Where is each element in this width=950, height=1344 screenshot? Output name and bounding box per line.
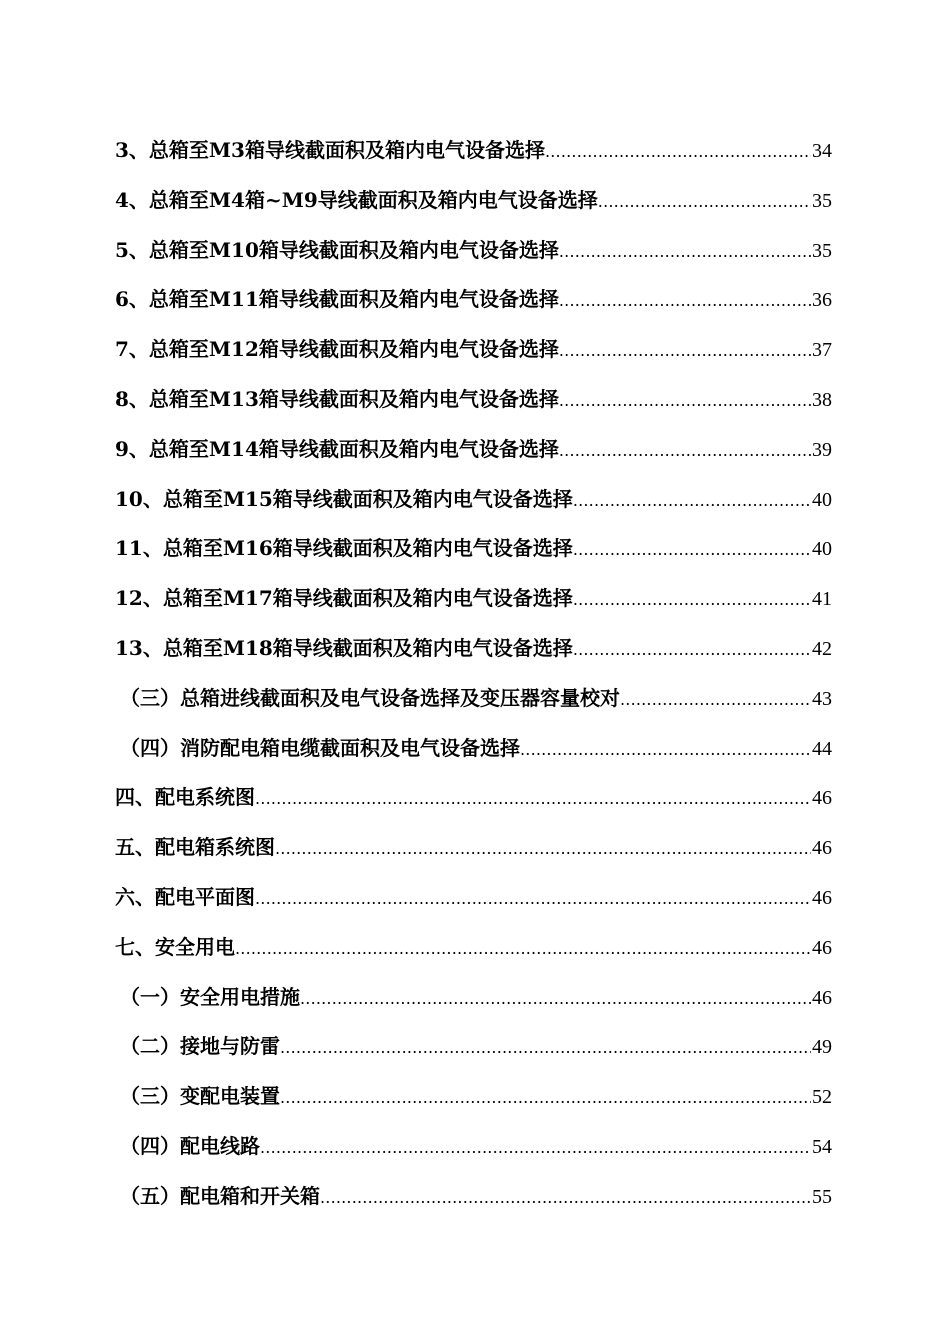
toc-entry[interactable] xyxy=(115,182,832,232)
toc-dot-leader xyxy=(520,732,811,768)
toc-dot-leader xyxy=(573,632,811,668)
toc-dot-leader xyxy=(260,1130,811,1166)
toc-page-number: 54 xyxy=(812,1135,832,1158)
toc-entry[interactable] xyxy=(115,1128,832,1178)
toc-dot-leader xyxy=(559,283,811,319)
toc-entry[interactable] xyxy=(115,1178,832,1228)
toc-entry[interactable] xyxy=(115,779,832,829)
toc-page-number: 55 xyxy=(812,1185,832,1208)
toc-dot-leader xyxy=(320,1180,811,1216)
toc-page-number: 37 xyxy=(812,339,832,362)
toc-entry[interactable] xyxy=(115,829,832,879)
toc-entry[interactable] xyxy=(115,132,832,182)
toc-dot-leader xyxy=(559,333,811,369)
toc-page-number: 40 xyxy=(812,488,832,511)
toc-dot-leader xyxy=(573,582,811,618)
toc-entry-title: 七、安全用电 xyxy=(115,934,235,959)
toc-entry-title: 13、总箱至M18箱导线截面积及箱内电气设备选择 xyxy=(115,635,573,660)
toc-page-number: 38 xyxy=(812,388,832,411)
toc-entry-title: 6、总箱至M11箱导线截面积及箱内电气设备选择 xyxy=(115,287,559,312)
toc-entry[interactable] xyxy=(115,630,832,680)
toc-dot-leader xyxy=(598,184,811,220)
toc-page-number: 35 xyxy=(812,239,832,262)
toc-dot-leader xyxy=(275,831,811,867)
toc-dot-leader xyxy=(573,483,811,519)
toc-dot-leader xyxy=(620,682,811,718)
toc-page-number: 43 xyxy=(812,687,832,710)
toc-entry[interactable] xyxy=(115,1078,832,1128)
toc-page-number: 36 xyxy=(812,289,832,312)
toc-entry[interactable] xyxy=(115,680,832,730)
toc-entry-title: 五、配电箱系统图 xyxy=(115,835,275,860)
toc-entry-title: 4、总箱至M4箱~M9导线截面积及箱内电气设备选择 xyxy=(115,187,598,212)
toc-dot-leader xyxy=(559,433,811,469)
toc-entry[interactable] xyxy=(115,481,832,531)
toc-dot-leader xyxy=(235,931,811,967)
toc-dot-leader xyxy=(255,781,811,817)
toc-page-number: 46 xyxy=(812,787,832,810)
toc-entry-title: 7、总箱至M12箱导线截面积及箱内电气设备选择 xyxy=(115,337,559,362)
toc-entry-title: 10、总箱至M15箱导线截面积及箱内电气设备选择 xyxy=(115,486,573,511)
toc-dot-leader xyxy=(559,234,811,270)
toc-entry[interactable] xyxy=(115,580,832,630)
toc-entry[interactable] xyxy=(115,730,832,780)
toc-entry[interactable] xyxy=(115,381,832,431)
toc-entry[interactable] xyxy=(115,331,832,381)
toc-entry[interactable] xyxy=(115,1028,832,1078)
toc-entry-title: 9、总箱至M14箱导线截面积及箱内电气设备选择 xyxy=(115,436,559,461)
toc-entry-title: （四）配电线路 xyxy=(120,1133,260,1158)
toc-page-number: 44 xyxy=(812,737,832,760)
toc-entry-title: （二）接地与防雷 xyxy=(120,1034,280,1059)
table-of-contents xyxy=(115,132,832,1228)
toc-entry-title: 11、总箱至M16箱导线截面积及箱内电气设备选择 xyxy=(115,536,573,561)
toc-entry-title: 3、总箱至M3箱导线截面积及箱内电气设备选择 xyxy=(115,138,545,162)
toc-entry[interactable] xyxy=(115,281,832,331)
toc-entry[interactable] xyxy=(115,431,832,481)
toc-page-number: 46 xyxy=(812,837,832,860)
toc-entry-title: 12、总箱至M17箱导线截面积及箱内电气设备选择 xyxy=(115,586,573,611)
toc-dot-leader xyxy=(280,1080,811,1116)
toc-page-number: 52 xyxy=(812,1086,832,1109)
toc-entry-title: 六、配电平面图 xyxy=(115,884,255,909)
toc-page-number: 35 xyxy=(812,189,832,212)
toc-page-number: 42 xyxy=(812,637,832,660)
toc-entry-title: （五）配电箱和开关箱 xyxy=(120,1183,320,1208)
toc-entry-title: （三）总箱进线截面积及电气设备选择及变压器容量校对 xyxy=(120,685,620,710)
toc-page-number: 46 xyxy=(812,886,832,909)
toc-entry[interactable] xyxy=(115,530,832,580)
toc-page-number: 46 xyxy=(812,936,832,959)
toc-page-number: 34 xyxy=(812,140,832,162)
toc-entry[interactable] xyxy=(115,979,832,1029)
toc-page-number: 41 xyxy=(812,588,832,611)
toc-entry-title: （三）变配电装置 xyxy=(120,1084,280,1109)
toc-dot-leader xyxy=(280,1030,811,1066)
toc-dot-leader xyxy=(545,134,811,170)
toc-dot-leader xyxy=(559,383,811,419)
toc-dot-leader xyxy=(300,981,811,1017)
toc-dot-leader xyxy=(573,532,811,568)
toc-page-number: 49 xyxy=(812,1036,832,1059)
toc-entry[interactable] xyxy=(115,879,832,929)
toc-entry[interactable] xyxy=(115,232,832,282)
toc-page-number: 46 xyxy=(812,986,832,1009)
toc-entry-title: 5、总箱至M10箱导线截面积及箱内电气设备选择 xyxy=(115,237,559,262)
toc-page-number: 39 xyxy=(812,438,832,461)
toc-entry-title: （四）消防配电箱电缆截面积及电气设备选择 xyxy=(120,735,520,760)
toc-entry-title: 四、配电系统图 xyxy=(115,785,255,810)
toc-dot-leader xyxy=(255,881,811,917)
toc-page-number: 40 xyxy=(812,538,832,561)
toc-entry[interactable] xyxy=(115,929,832,979)
toc-entry-title: （一）安全用电措施 xyxy=(120,984,300,1009)
toc-entry-title: 8、总箱至M13箱导线截面积及箱内电气设备选择 xyxy=(115,386,559,411)
